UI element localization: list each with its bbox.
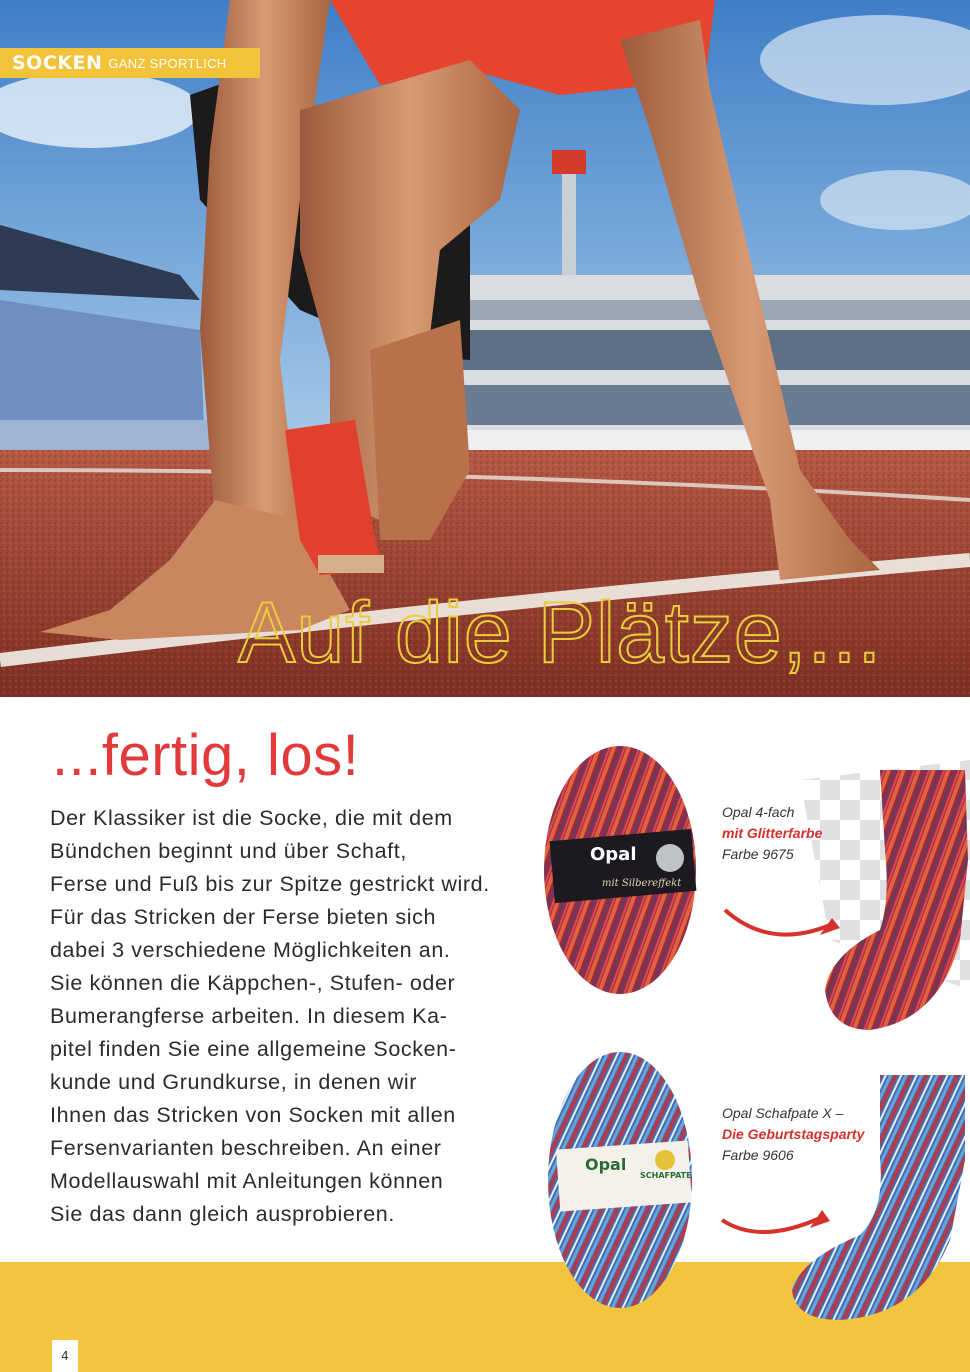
paragraph-line: Bündchen beginnt und über Schaft, — [50, 839, 407, 863]
product-label-1 — [722, 802, 822, 865]
paragraph-line: Der Klassiker ist die Socke, die mit dem — [50, 806, 453, 830]
paragraph-line: Modellauswahl mit Anleitungen können — [50, 1169, 444, 1193]
paragraph-line: pitel finden Sie eine allgemeine Socken- — [50, 1037, 457, 1061]
paragraph-line: Fersenvarianten beschreiben. An einer — [50, 1136, 442, 1160]
yarn-ball-1-brand: Opal — [590, 844, 637, 865]
product-1-name: Opal 4-fach — [722, 804, 795, 820]
arrow-2-icon — [722, 1218, 820, 1232]
section-tag-sub: GANZ SPORTLICH — [108, 55, 227, 71]
product-1-highlight: mit Glitterfarbe — [722, 825, 823, 841]
yarn-ball-2-sub: SCHAFPATE — [640, 1171, 692, 1180]
yarn-ball-2 — [548, 1052, 692, 1308]
paragraph-line: Ferse und Fuß bis zur Spitze gestrickt wird. — [50, 872, 490, 896]
hero-title: Auf die Plätze,... — [238, 585, 883, 681]
product-2-highlight: Die Geburtstagsparty — [722, 1126, 865, 1142]
section-tag-main: SOCKEN — [12, 52, 103, 74]
yarn-ball-2-brand: Opal — [585, 1155, 627, 1174]
paragraph-line: Ihnen das Stricken von Socken mit allen — [50, 1103, 456, 1127]
page-subtitle: ...fertig, los! — [52, 723, 360, 788]
paragraph-line: dabei 3 verschiedene Möglichkeiten an. — [50, 938, 451, 962]
product-2-color: Farbe 9606 — [722, 1147, 794, 1163]
product-2-name: Opal Schafpate X – — [722, 1105, 844, 1121]
section-tag — [0, 48, 260, 78]
arrow-1-icon — [725, 910, 830, 935]
paragraph-line: kunde und Grundkurse, in denen wir — [50, 1070, 418, 1094]
product-label-2 — [722, 1103, 864, 1166]
product-1-color: Farbe 9675 — [722, 846, 794, 862]
paragraph-line: Für das Stricken der Ferse bieten sich — [50, 905, 437, 929]
yarn-ball-1-sub: mit Silbereffekt — [602, 878, 682, 889]
body-paragraph — [50, 802, 550, 1231]
yarn-ball-1 — [544, 746, 696, 994]
paragraph-line: Sie das dann gleich ausprobieren. — [50, 1202, 395, 1226]
paragraph-line: Bumerangferse arbeiten. In diesem Ka- — [50, 1004, 448, 1028]
paragraph-line: Sie können die Käppchen-, Stufen- oder — [50, 971, 456, 995]
page-number: 4 — [52, 1340, 78, 1372]
